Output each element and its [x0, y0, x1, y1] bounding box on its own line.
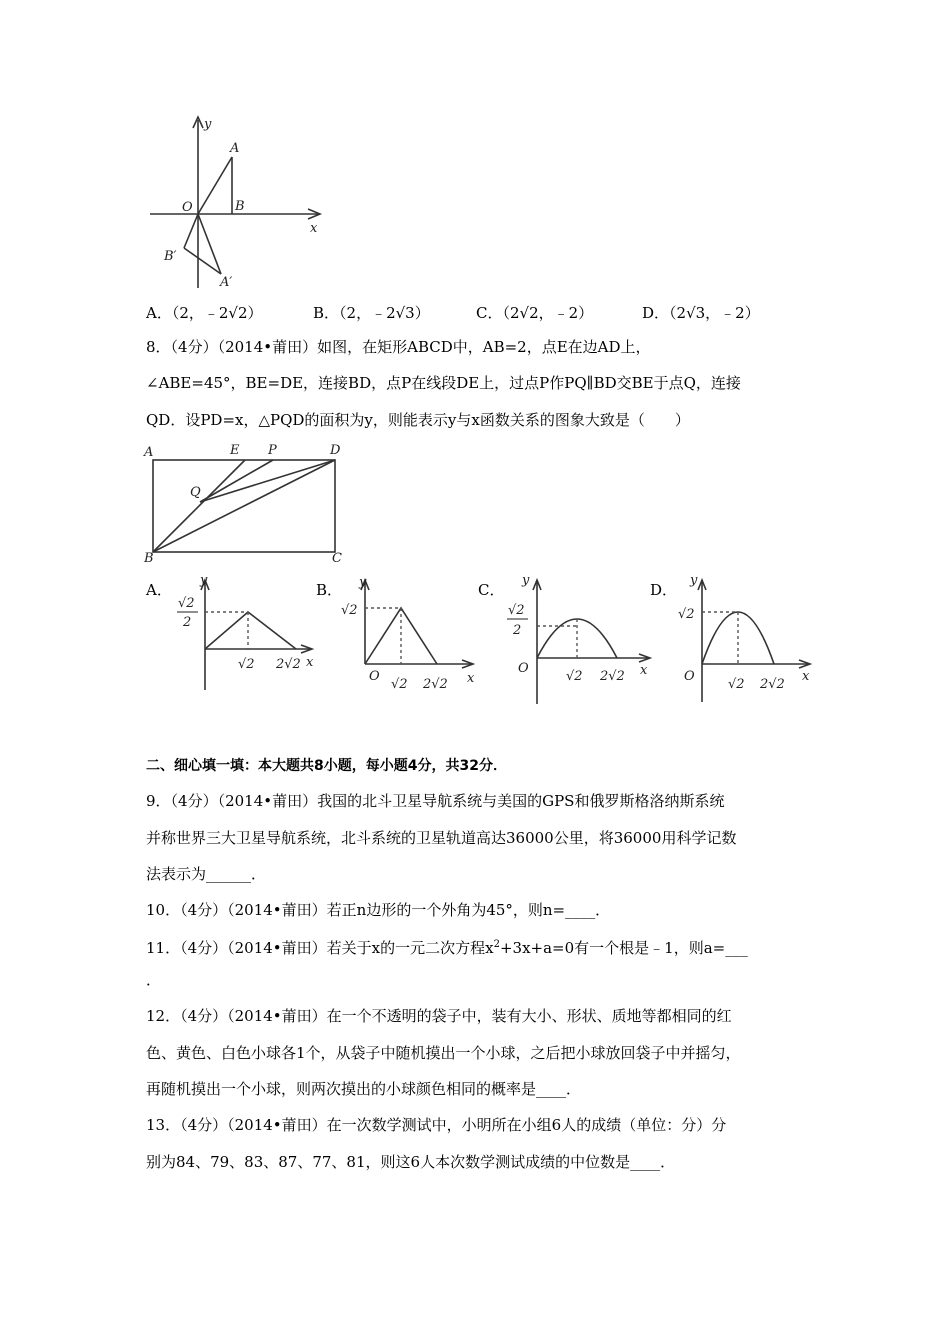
graph-d-tick-2sqrt2: 2√2 — [760, 677, 785, 692]
graph-d-label-O: O — [684, 669, 695, 684]
q7-label-y: y — [204, 117, 212, 132]
graph-b-tick-sqrt2: √2 — [391, 677, 408, 692]
q7-label-Bprime: B′ — [164, 249, 177, 264]
graph-b-label-O: O — [369, 669, 380, 684]
graph-c-half-num: √2 — [508, 603, 525, 618]
q7-label-B: B — [235, 199, 245, 214]
q8-label-B: B — [144, 551, 154, 566]
q11-line-1a: 11．（4分）（2014•莆田）若关于x的一元二次方程x — [146, 939, 494, 957]
q8-option-c: C． — [478, 581, 505, 599]
q8-line-2: ∠ABE=45°，BE=DE，连接BD，点P在线段DE上，过点P作PQ∥BD交BE于点Q，连接 — [146, 374, 741, 392]
q12-line-3: 再随机摸出一个小球，则两次摸出的小球颜色相同的概率是____． — [146, 1080, 582, 1098]
graph-d-label-x: x — [802, 669, 810, 684]
graph-d-label-y: y — [690, 574, 698, 588]
q13-line-2: 别为84、79、83、87、77、81，则这6人本次数学测试成绩的中位数是____． — [146, 1153, 676, 1171]
q12-line-1: 12．（4分）（2014•莆田）在一个不透明的袋子中，装有大小、形状、质地等都相同的红 — [146, 1007, 732, 1025]
q11-line-2: ． — [146, 971, 162, 989]
graph-a-tick-sqrt2: √2 — [238, 657, 255, 672]
q8-line-3: QD．设PD=x，△PQD的面积为y，则能表示y与x函数关系的图象大致是（ ） — [146, 411, 690, 429]
q10-line-1: 10．（4分）（2014•莆田）若正n边形的一个外角为45°，则n=____． — [146, 901, 611, 919]
q8-rectangle-figure — [140, 440, 360, 570]
q11-line-1b: +3x+a=0有一个根是﹣1，则a=___ — [499, 939, 748, 957]
q8-graph-b — [335, 574, 485, 696]
q11-sup: 2 — [493, 939, 500, 950]
q8-label-D: D — [330, 443, 341, 458]
graph-a-tick-2sqrt2: 2√2 — [276, 657, 301, 672]
graph-b-tick-y-sqrt2: √2 — [341, 603, 358, 618]
q9-line-3: 法表示为______． — [146, 865, 267, 883]
q8-label-A: A — [144, 445, 154, 460]
graph-d-tick-sqrt2: √2 — [728, 677, 745, 692]
q7-option-b: B．（2，﹣2√3） — [313, 304, 430, 322]
q7-label-O: O — [182, 200, 193, 215]
graph-c-label-y: y — [522, 574, 530, 588]
graph-b-tick-2sqrt2: 2√2 — [423, 677, 448, 692]
section-2-title: 二、细心填一填：本大题共8小题，每小题4分，共32分． — [146, 758, 507, 774]
q7-label-A: A — [230, 141, 240, 156]
q7-option-a: A．（2，﹣2√2） — [146, 304, 263, 322]
graph-d-tick-y-sqrt2: √2 — [678, 607, 695, 622]
q8-graph-c — [500, 574, 660, 706]
q8-option-a: A． — [146, 581, 172, 599]
q8-graph-a — [170, 574, 320, 696]
graph-a-label-x: x — [306, 655, 314, 670]
graph-c-tick-2sqrt2: 2√2 — [600, 669, 625, 684]
q8-line-1: 8．（4分）（2014•莆田）如图，在矩形ABCD中，AB=2，点E在边AD上， — [146, 338, 651, 356]
graph-b-label-x: x — [467, 671, 475, 686]
q8-label-P: P — [268, 443, 277, 458]
q11-line-1 — [146, 935, 748, 958]
graph-c-label-O: O — [518, 661, 529, 676]
graph-a-label-y: y — [200, 574, 208, 588]
q9-line-2: 并称世界三大卫星导航系统，北斗系统的卫星轨道高达36000公里，将36000用科学记数 — [146, 829, 737, 847]
graph-c-label-x: x — [640, 663, 648, 678]
q8-option-b: B． — [316, 581, 343, 599]
q9-line-1: 9．（4分）（2014•莆田）我国的北斗卫星导航系统与美国的GPS和俄罗斯格洛纳斯系统 — [146, 792, 725, 810]
q8-label-C: C — [332, 551, 342, 566]
graph-c-half-den: 2 — [513, 623, 522, 638]
graph-a-half-den: 2 — [183, 615, 192, 630]
graph-c-tick-sqrt2: √2 — [566, 669, 583, 684]
q8-option-d: D． — [650, 581, 678, 599]
graph-a-half-num: √2 — [178, 596, 195, 611]
graph-b-label-y: y — [359, 575, 367, 590]
q7-option-c: C．（2√2，﹣2） — [476, 304, 594, 322]
q8-label-E: E — [230, 443, 240, 458]
q8-label-Q: Q — [190, 485, 201, 500]
q13-line-1: 13．（4分）（2014•莆田）在一次数学测试中，小明所在小组6人的成绩（单位：分）分 — [146, 1116, 727, 1134]
q8-graph-d — [672, 574, 822, 706]
q7-option-d: D．（2√3，﹣2） — [642, 304, 760, 322]
q7-label-x: x — [310, 221, 318, 236]
q7-coordinate-figure — [140, 110, 340, 295]
q12-line-2: 色、黄色、白色小球各1个，从袋子中随机摸出一个小球，之后把小球放回袋子中并摇匀， — [146, 1044, 741, 1062]
q7-label-Aprime: A′ — [220, 275, 233, 290]
